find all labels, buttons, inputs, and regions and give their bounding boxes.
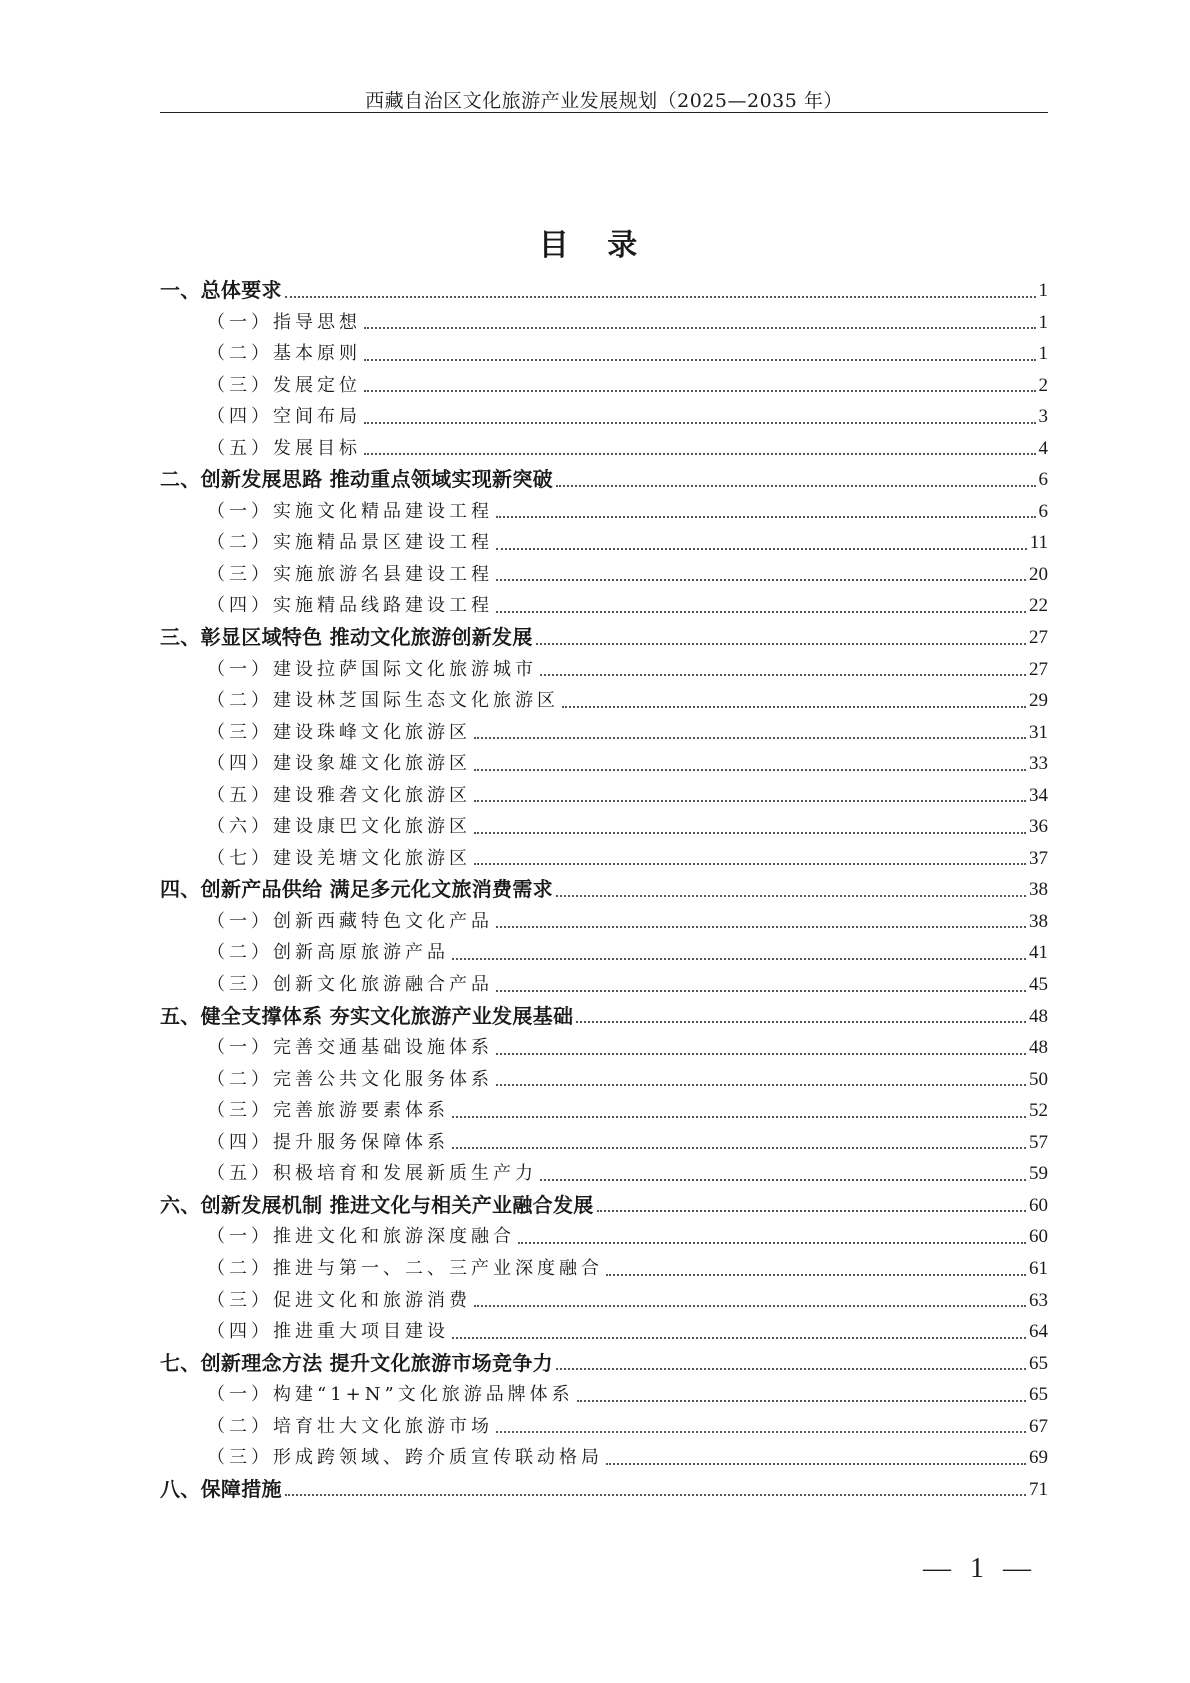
toc-entry-label: （六）建设康巴文化旅游区 bbox=[207, 816, 471, 838]
toc-dot-leader bbox=[474, 863, 1026, 865]
toc-chapter-entry[interactable] bbox=[160, 1190, 1048, 1222]
toc-entry-label: （一）完善交通基础设施体系 bbox=[207, 1037, 493, 1059]
toc-entry-label: （四）实施精品线路建设工程 bbox=[207, 595, 493, 617]
toc-entry-page: 1 bbox=[1038, 280, 1048, 301]
toc-entry-label: 六、创新发展机制 推进文化与相关产业融合发展 bbox=[160, 1192, 594, 1217]
toc-section-entry[interactable] bbox=[160, 811, 1048, 843]
toc-dot-leader bbox=[364, 327, 1036, 329]
toc-section-entry[interactable] bbox=[160, 1095, 1048, 1127]
toc-dot-leader bbox=[577, 1400, 1026, 1402]
toc-entry-page: 57 bbox=[1029, 1131, 1048, 1153]
toc-section-entry[interactable] bbox=[160, 906, 1048, 938]
toc-entry-label: （三）促进文化和旅游消费 bbox=[207, 1289, 471, 1311]
toc-section-entry[interactable] bbox=[160, 780, 1048, 812]
toc-entry-page: 38 bbox=[1029, 910, 1048, 932]
toc-dot-leader bbox=[285, 296, 1036, 298]
toc-entry-label: （二）实施精品景区建设工程 bbox=[207, 532, 493, 554]
toc-entry-label: （二）建设林芝国际生态文化旅游区 bbox=[207, 690, 559, 712]
toc-entry-label: （七）建设羌塘文化旅游区 bbox=[207, 847, 471, 869]
toc-section-entry[interactable] bbox=[160, 307, 1048, 339]
toc-section-entry[interactable] bbox=[160, 748, 1048, 780]
toc-section-entry[interactable] bbox=[160, 1442, 1048, 1474]
toc-entry-label: （一）构建“1+N”文化旅游品牌体系 bbox=[207, 1384, 574, 1406]
toc-section-entry[interactable] bbox=[160, 717, 1048, 749]
toc-entry-label: （四）建设象雄文化旅游区 bbox=[207, 753, 471, 775]
toc-dot-leader bbox=[474, 769, 1026, 771]
toc-entry-page: 37 bbox=[1029, 847, 1048, 869]
toc-section-entry[interactable] bbox=[160, 1158, 1048, 1190]
toc-entry-label: （三）形成跨领域、跨介质宣传联动格局 bbox=[207, 1447, 603, 1469]
toc-section-entry[interactable] bbox=[160, 370, 1048, 402]
toc-dot-leader bbox=[452, 1116, 1026, 1118]
toc-entry-label: （二）基本原则 bbox=[207, 343, 361, 365]
toc-dot-leader bbox=[364, 422, 1036, 424]
toc-section-entry[interactable] bbox=[160, 401, 1048, 433]
toc-entry-page: 27 bbox=[1029, 627, 1048, 649]
toc-dot-leader bbox=[556, 485, 1036, 487]
toc-section-entry[interactable] bbox=[160, 433, 1048, 465]
toc-entry-label: （二）完善公共文化服务体系 bbox=[207, 1068, 493, 1090]
toc-chapter-entry[interactable] bbox=[160, 874, 1048, 906]
toc-entry-label: （一）实施文化精品建设工程 bbox=[207, 500, 493, 522]
toc-dot-leader bbox=[364, 390, 1036, 392]
toc-dot-leader bbox=[474, 800, 1026, 802]
toc-entry-page: 4 bbox=[1038, 437, 1048, 459]
toc-section-entry[interactable] bbox=[160, 1379, 1048, 1411]
toc-entry-page: 41 bbox=[1029, 942, 1048, 964]
toc-dot-leader bbox=[364, 453, 1036, 455]
toc-dot-leader bbox=[285, 1494, 1026, 1496]
toc-entry-page: 52 bbox=[1029, 1100, 1048, 1122]
toc-dot-leader bbox=[496, 516, 1036, 518]
toc-entry-page: 59 bbox=[1029, 1163, 1048, 1185]
toc-entry-label: （四）空间布局 bbox=[207, 406, 361, 428]
toc-entry-page: 3 bbox=[1038, 406, 1048, 428]
toc-entry-page: 45 bbox=[1029, 974, 1048, 996]
toc-entry-page: 34 bbox=[1029, 784, 1048, 806]
toc-dot-leader bbox=[576, 1021, 1026, 1023]
toc-dot-leader bbox=[597, 1210, 1026, 1212]
toc-section-entry[interactable] bbox=[160, 338, 1048, 370]
toc-entry-page: 27 bbox=[1029, 658, 1048, 680]
toc-dot-leader bbox=[474, 737, 1026, 739]
toc-entry-label: （三）创新文化旅游融合产品 bbox=[207, 974, 493, 996]
toc-section-entry[interactable] bbox=[160, 843, 1048, 875]
toc-entry-label: （一）指导思想 bbox=[207, 311, 361, 333]
toc-entry-label: （一）创新西藏特色文化产品 bbox=[207, 910, 493, 932]
toc-entry-label: （一）推进文化和旅游深度融合 bbox=[207, 1226, 515, 1248]
toc-entry-label: 三、彰显区域特色 推动文化旅游创新发展 bbox=[160, 625, 533, 650]
toc-entry-page: 38 bbox=[1029, 879, 1048, 901]
toc-entry-label: 四、创新产品供给 满足多元化文旅消费需求 bbox=[160, 877, 553, 902]
toc-dot-leader bbox=[606, 1463, 1026, 1465]
toc-entry-label: 五、健全支撑体系 夯实文化旅游产业发展基础 bbox=[160, 1003, 574, 1028]
toc-section-entry[interactable] bbox=[160, 1316, 1048, 1348]
toc-entry-page: 64 bbox=[1029, 1321, 1048, 1343]
toc-entry-label: 七、创新理念方法 提升文化旅游市场竞争力 bbox=[160, 1350, 553, 1375]
toc-dot-leader bbox=[452, 1337, 1026, 1339]
toc-entry-label: （三）建设珠峰文化旅游区 bbox=[207, 721, 471, 743]
toc-entry-label: 八、保障措施 bbox=[160, 1476, 282, 1501]
toc-entry-page: 20 bbox=[1029, 563, 1048, 585]
toc-entry-label: （三）发展定位 bbox=[207, 374, 361, 396]
toc-entry-label: （二）培育壮大文化旅游市场 bbox=[207, 1415, 493, 1437]
toc-entry-page: 48 bbox=[1029, 1005, 1048, 1027]
toc-dot-leader bbox=[496, 1084, 1026, 1086]
toc-dot-leader bbox=[496, 926, 1026, 928]
toc-entry-label: （一）建设拉萨国际文化旅游城市 bbox=[207, 658, 537, 680]
toc-title: 目 录 bbox=[538, 228, 652, 263]
toc-entry-page: 65 bbox=[1029, 1384, 1048, 1406]
toc-dot-leader bbox=[556, 1368, 1026, 1370]
toc-entry-page: 1 bbox=[1038, 311, 1048, 333]
toc-chapter-entry[interactable] bbox=[160, 464, 1048, 496]
toc-section-entry[interactable] bbox=[160, 559, 1048, 591]
toc-entry-label: （五）建设雅砻文化旅游区 bbox=[207, 784, 471, 806]
toc-section-entry[interactable] bbox=[160, 1285, 1048, 1317]
toc-dot-leader bbox=[540, 1179, 1026, 1181]
header-rule bbox=[160, 112, 1048, 113]
toc-entry-page: 22 bbox=[1029, 595, 1048, 617]
toc-section-entry[interactable] bbox=[160, 1032, 1048, 1064]
table-of-contents bbox=[160, 275, 1048, 1505]
toc-section-entry[interactable] bbox=[160, 527, 1048, 559]
toc-entry-page: 2 bbox=[1038, 374, 1048, 396]
toc-section-entry[interactable] bbox=[160, 1411, 1048, 1443]
toc-entry-page: 69 bbox=[1029, 1447, 1048, 1469]
toc-dot-leader bbox=[496, 1053, 1026, 1055]
toc-section-entry[interactable] bbox=[160, 1221, 1048, 1253]
toc-dot-leader bbox=[452, 1147, 1026, 1149]
toc-entry-label: （二）创新高原旅游产品 bbox=[207, 942, 449, 964]
toc-entry-label: 二、创新发展思路 推动重点领域实现新突破 bbox=[160, 467, 553, 492]
running-header: 西藏自治区文化旅游产业发展规划（2025—2035 年） bbox=[365, 90, 843, 112]
toc-entry-page: 71 bbox=[1029, 1478, 1048, 1500]
toc-entry-page: 61 bbox=[1029, 1257, 1048, 1279]
toc-section-entry[interactable] bbox=[160, 1253, 1048, 1285]
toc-entry-page: 67 bbox=[1029, 1415, 1048, 1437]
toc-section-entry[interactable] bbox=[160, 1064, 1048, 1096]
toc-entry-label: （五）积极培育和发展新质生产力 bbox=[207, 1163, 537, 1185]
toc-chapter-entry[interactable] bbox=[160, 1474, 1048, 1506]
toc-entry-label: （三）实施旅游名县建设工程 bbox=[207, 563, 493, 585]
toc-entry-label: （三）完善旅游要素体系 bbox=[207, 1100, 449, 1122]
toc-entry-label: （五）发展目标 bbox=[207, 437, 361, 459]
toc-entry-page: 11 bbox=[1029, 532, 1048, 554]
toc-entry-page: 36 bbox=[1029, 816, 1048, 838]
toc-dot-leader bbox=[496, 990, 1026, 992]
toc-section-entry[interactable] bbox=[160, 937, 1048, 969]
toc-dot-leader bbox=[496, 579, 1026, 581]
toc-dot-leader bbox=[364, 359, 1036, 361]
toc-entry-label: （四）推进重大项目建设 bbox=[207, 1321, 449, 1343]
toc-section-entry[interactable] bbox=[160, 496, 1048, 528]
toc-entry-page: 63 bbox=[1029, 1289, 1048, 1311]
toc-entry-page: 60 bbox=[1029, 1226, 1048, 1248]
toc-chapter-entry[interactable] bbox=[160, 1001, 1048, 1033]
toc-entry-page: 33 bbox=[1029, 753, 1048, 775]
toc-section-entry[interactable] bbox=[160, 654, 1048, 686]
toc-dot-leader bbox=[474, 1305, 1026, 1307]
toc-dot-leader bbox=[518, 1242, 1026, 1244]
toc-entry-page: 6 bbox=[1038, 500, 1048, 522]
toc-entry-page: 60 bbox=[1029, 1194, 1048, 1216]
page-number: — 1 — bbox=[923, 1553, 1037, 1584]
toc-entry-page: 48 bbox=[1029, 1037, 1048, 1059]
toc-dot-leader bbox=[496, 611, 1026, 613]
toc-dot-leader bbox=[474, 832, 1026, 834]
toc-section-entry[interactable] bbox=[160, 590, 1048, 622]
toc-chapter-entry[interactable] bbox=[160, 1348, 1048, 1380]
toc-dot-leader bbox=[606, 1274, 1026, 1276]
toc-entry-page: 29 bbox=[1029, 690, 1048, 712]
toc-chapter-entry[interactable] bbox=[160, 275, 1048, 307]
toc-entry-label: 一、总体要求 bbox=[160, 278, 282, 302]
toc-section-entry[interactable] bbox=[160, 969, 1048, 1001]
toc-dot-leader bbox=[452, 958, 1026, 960]
toc-dot-leader bbox=[540, 674, 1026, 676]
toc-entry-page: 50 bbox=[1029, 1068, 1048, 1090]
toc-dot-leader bbox=[496, 548, 1027, 550]
toc-entry-label: （二）推进与第一、二、三产业深度融合 bbox=[207, 1257, 603, 1279]
toc-entry-page: 65 bbox=[1029, 1352, 1048, 1374]
toc-entry-page: 31 bbox=[1029, 721, 1048, 743]
toc-dot-leader bbox=[536, 643, 1026, 645]
toc-section-entry[interactable] bbox=[160, 685, 1048, 717]
toc-entry-page: 1 bbox=[1038, 343, 1048, 365]
toc-entry-page: 6 bbox=[1038, 469, 1048, 491]
toc-section-entry[interactable] bbox=[160, 1127, 1048, 1159]
toc-chapter-entry[interactable] bbox=[160, 622, 1048, 654]
toc-dot-leader bbox=[556, 895, 1026, 897]
toc-dot-leader bbox=[562, 706, 1026, 708]
toc-dot-leader bbox=[496, 1431, 1026, 1433]
toc-entry-label: （四）提升服务保障体系 bbox=[207, 1131, 449, 1153]
